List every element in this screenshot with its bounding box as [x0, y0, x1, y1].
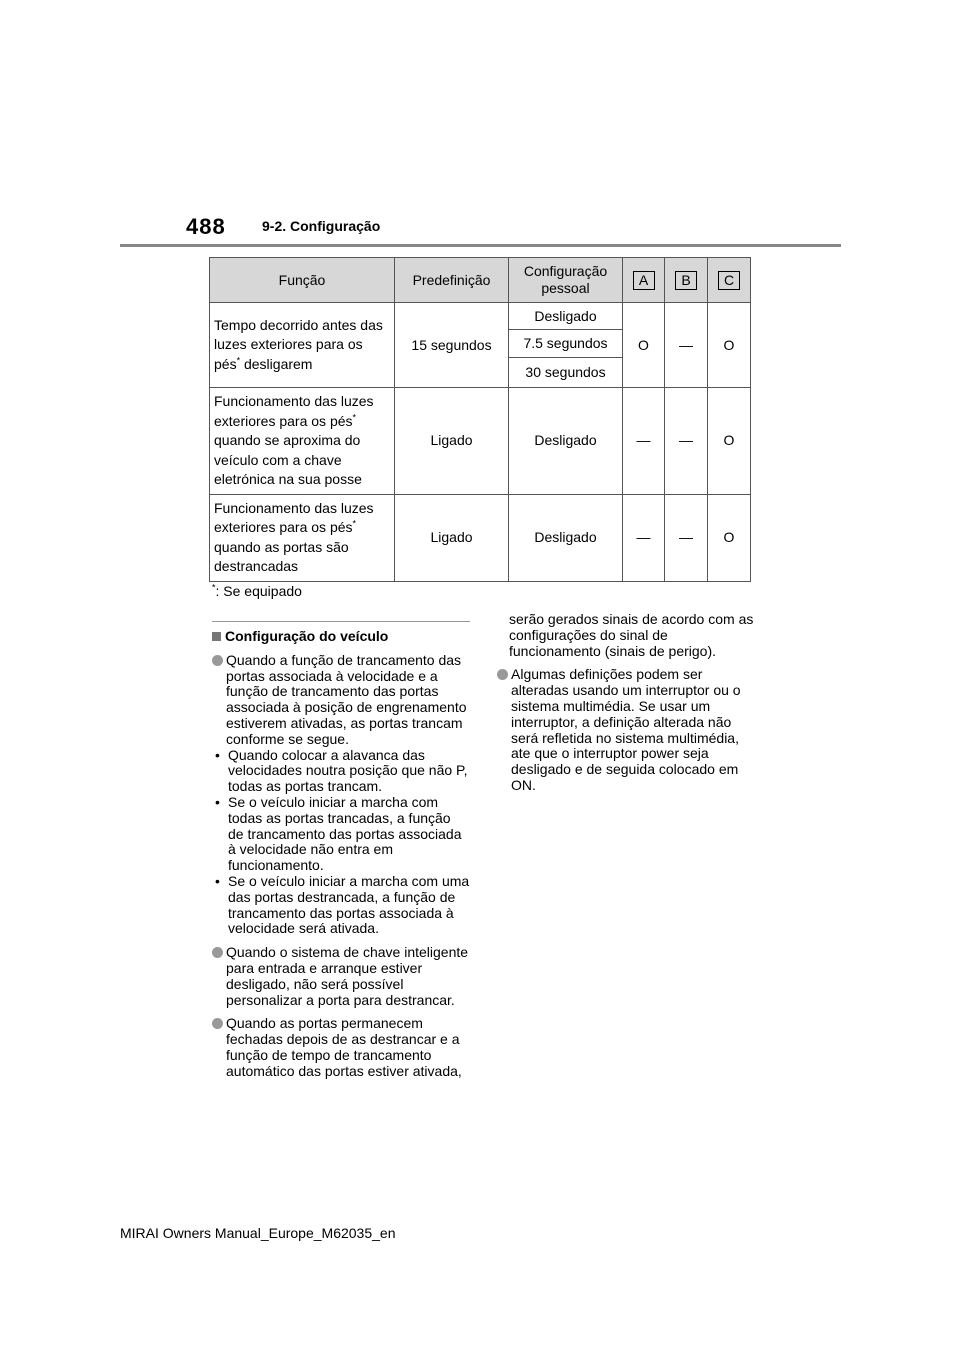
row1-b: —	[665, 303, 708, 388]
page-number: 488	[186, 214, 226, 239]
sub-item-text: Se o veículo iniciar a marcha com todas as portas trancadas, a função de trancamento das portas associada à velocidade não entra em funcionamento.	[228, 793, 462, 874]
row2-option: Desligado	[509, 388, 623, 495]
circle-bullet-icon	[497, 669, 508, 680]
sub-list	[212, 748, 470, 938]
dot-bullet-icon: •	[215, 872, 220, 889]
list-item	[212, 1016, 470, 1079]
bullet-text: Quando o sistema de chave inteligente para entrada e arranque estiver desligado, não será possível personalizar a porta para destrancar.	[226, 944, 469, 1008]
row3-asterisk: *	[352, 518, 357, 529]
header-c-label: C	[718, 271, 740, 290]
footnote-mark: *	[212, 582, 216, 593]
dot-bullet-icon: •	[215, 746, 220, 763]
subheading	[212, 629, 470, 645]
row1-function	[210, 303, 395, 388]
left-column	[212, 621, 470, 1088]
footnote-text: : Se equipado	[215, 583, 302, 599]
row1-a: O	[623, 303, 665, 388]
table-row	[210, 303, 751, 330]
row3-function	[210, 494, 395, 581]
list-item	[497, 667, 755, 793]
row1-option-2: 7.5 segundos	[509, 330, 623, 358]
sub-item-text: Quando colocar a alavanca das velocidades noutra posição que não P, todas as portas trancam.	[228, 746, 468, 795]
bullet-text: Algumas definições podem ser alteradas usando um interruptor ou o sistema multimédia. Se usar um interruptor, a definição alterada não será refletida no sistema multimédia, ate que o interruptor power seja desligado e de seguida colocado em ON.	[511, 666, 741, 793]
header-default: Predefinição	[395, 258, 509, 303]
settings-table	[209, 257, 751, 582]
square-bullet-icon	[212, 632, 221, 641]
footer-text: MIRAI Owners Manual_Europe_M62035_en	[120, 1225, 396, 1241]
row2-asterisk: *	[352, 411, 357, 422]
table-row	[210, 494, 751, 581]
section-title: 9-2. Configuração	[262, 218, 381, 234]
table-header-row	[210, 258, 751, 303]
row3-b: —	[665, 494, 708, 581]
row2-c: O	[708, 388, 751, 495]
row1-option-3: 30 segundos	[509, 358, 623, 388]
list-item	[212, 653, 470, 748]
dot-bullet-icon: •	[215, 793, 220, 810]
row1-function-text-end: desligarem	[240, 355, 313, 372]
header-personal: Configuração pessoal	[509, 258, 623, 303]
sub-item-text: Se o veículo iniciar a marcha com uma das portas destrancada, a função de trancamento das portas associada à velocidade será ativada.	[228, 872, 470, 937]
header-function: Função	[210, 258, 395, 303]
row3-option: Desligado	[509, 494, 623, 581]
row2-b: —	[665, 388, 708, 495]
row2-function-text: Funcionamento das luzes exteriores para os pés	[214, 393, 374, 429]
circle-bullet-icon	[212, 1018, 223, 1029]
header-a-label: A	[633, 271, 655, 290]
row3-default: Ligado	[395, 494, 509, 581]
row1-asterisk: *	[236, 355, 241, 366]
row1-option-1: Desligado	[509, 303, 623, 330]
circle-bullet-icon	[212, 947, 223, 958]
continued-text: serão gerados sinais de acordo com as configurações do sinal de funcionamento (sinais de perigo).	[509, 611, 754, 659]
sub-list-item	[212, 795, 470, 874]
list-item	[212, 945, 470, 1008]
bullet-text: Quando a função de trancamento das portas associada à velocidade e a função de trancamento das portas associada à posição de engrenamento estiverem ativadas, as portas trancam conforme se segue.	[226, 651, 467, 747]
row1-function-text: Tempo decorrido antes das luzes exteriores para os pés	[214, 316, 383, 372]
table-footnote	[212, 583, 302, 599]
row2-default: Ligado	[395, 388, 509, 495]
header-divider	[120, 244, 841, 247]
row2-function-text-end: quando se aproxima do veículo com a chave eletrónica na sua posse	[214, 432, 362, 487]
header-a	[623, 258, 665, 303]
header-b-label: B	[675, 271, 697, 290]
row2-a: —	[623, 388, 665, 495]
row3-a: —	[623, 494, 665, 581]
bullet-text: Quando as portas permanecem fechadas depois de as destrancar e a função de tempo de trancamento automático das portas estiver ativada,	[226, 1015, 462, 1079]
table-row	[210, 388, 751, 495]
row3-function-text: Funcionamento das luzes exteriores para os pés	[214, 499, 374, 535]
subheading-text: Configuração do veículo	[225, 628, 389, 644]
row1-c: O	[708, 303, 751, 388]
sub-list-item	[212, 874, 470, 937]
row3-function-text-end: quando as portas são destrancadas	[214, 538, 349, 574]
row1-default: 15 segundos	[395, 303, 509, 388]
circle-bullet-icon	[212, 655, 223, 666]
row2-function	[210, 388, 395, 495]
sub-list-item	[212, 748, 470, 795]
row3-c: O	[708, 494, 751, 581]
header-b	[665, 258, 708, 303]
right-column	[497, 612, 755, 802]
header-c	[708, 258, 751, 303]
